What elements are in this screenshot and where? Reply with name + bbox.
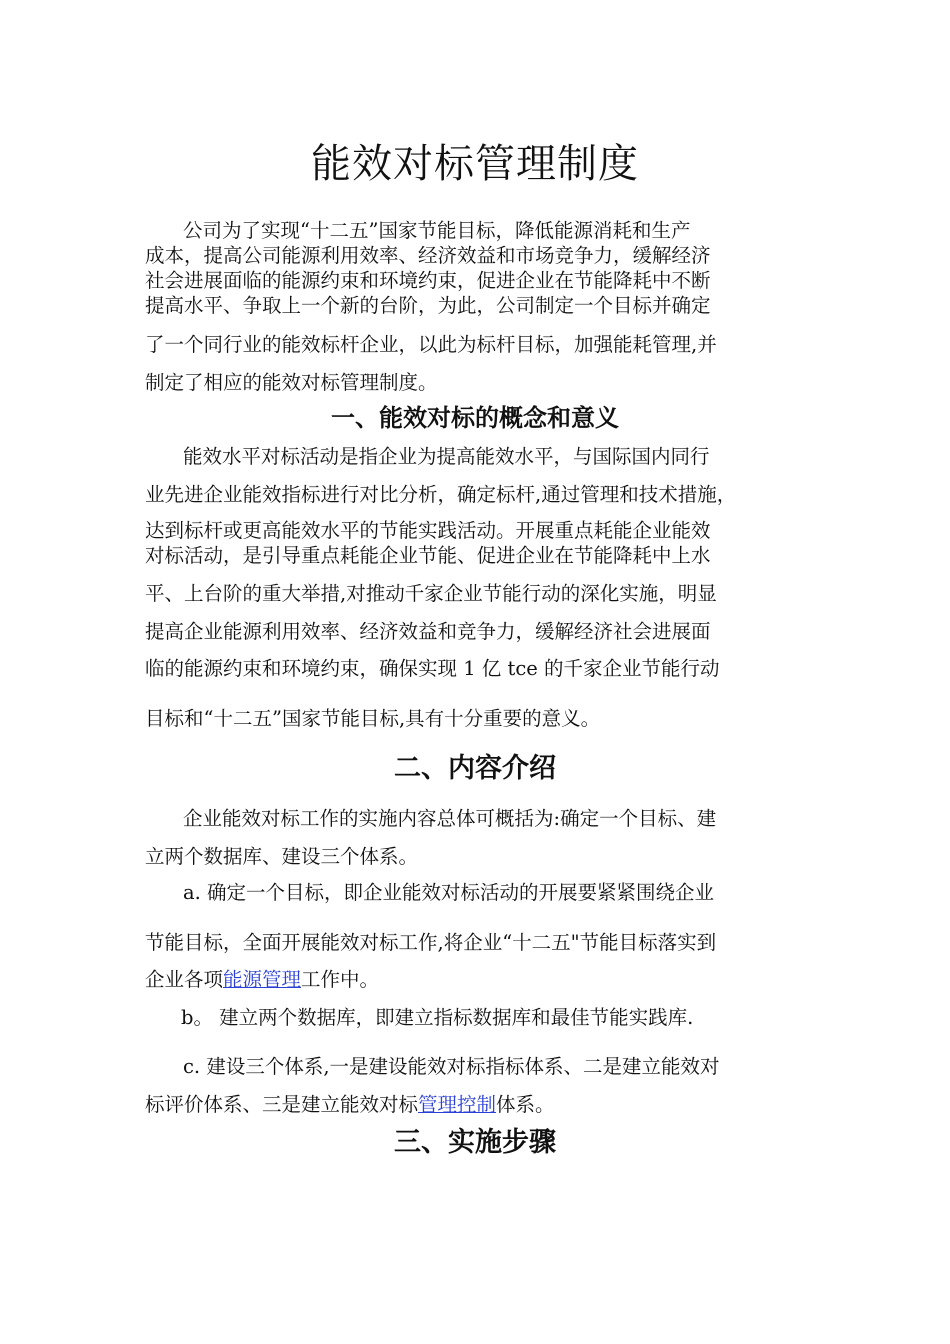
item-b-line: b。 建立两个数据库，即建立指标数据库和最佳节能实践库. (181, 1006, 694, 1029)
item-c-text: 体系。 (496, 1093, 555, 1116)
intro-line: 公司为了实现“十二五”国家节能目标，降低能源消耗和生产 (183, 219, 691, 242)
section-heading-steps: 三、实施步骤 (394, 1127, 556, 1158)
section1-line: 平、上台阶的重大举措,对推动千家企业节能行动的深化实施，明显 (145, 582, 717, 605)
section1-line: 临的能源约束和环境约束，确保实现 1 亿 tce 的千家企业节能行动 (145, 657, 720, 680)
management-control-link[interactable]: 管理控制 (418, 1093, 497, 1116)
section-heading-content: 二、内容介绍 (394, 753, 556, 784)
intro-line: 提高水平、争取上一个新的台阶，为此，公司制定一个目标并确定 (145, 294, 711, 317)
intro-line: 社会进展面临的能源约束和环境约束，促进企业在节能降耗中不断 (145, 269, 711, 292)
intro-line: 了一个同行业的能效标杆企业，以此为标杆目标，加强能耗管理,并 (145, 333, 717, 356)
section2-line: 企业能效对标工作的实施内容总体可概括为:确定一个目标、建 (183, 807, 717, 830)
item-a-line: 节能目标，全面开展能效对标工作,将企业“十二五"节能目标落实到 (145, 931, 717, 954)
section1-line: 业先进企业能效指标进行对比分析，确定标杆,通过管理和技术措施， (145, 483, 737, 506)
item-c-line: c. 建设三个体系,一是建设能效对标指标体系、二是建立能效对 (183, 1055, 720, 1078)
section1-line: 能效水平对标活动是指企业为提高能效水平，与国际国内同行 (183, 445, 710, 468)
energy-management-link[interactable]: 能源管理 (223, 968, 302, 991)
item-c-text: 标评价体系、三是建立能效对标 (145, 1093, 419, 1116)
section1-line: 对标活动，是引导重点耗能企业节能、促进企业在节能降耗中上水 (145, 544, 711, 567)
item-a-line: a. 确定一个目标，即企业能效对标活动的开展要紧紧围绕企业 (183, 881, 715, 904)
item-a-text: 工作中。 (301, 968, 380, 991)
intro-line: 制定了相应的能效对标管理制度。 (145, 371, 438, 394)
intro-line: 成本，提高公司能源利用效率、经济效益和市场竞争力，缓解经济 (145, 244, 711, 267)
page-title: 能效对标管理制度 (311, 141, 639, 187)
item-c-line (145, 1092, 555, 1118)
section-heading-concept: 一、能效对标的概念和意义 (331, 404, 619, 432)
section2-line: 立两个数据库、建设三个体系。 (145, 845, 419, 868)
section1-line: 目标和“十二五”国家节能目标,具有十分重要的意义。 (145, 707, 601, 730)
section1-line: 达到标杆或更高能效水平的节能实践活动。开展重点耗能企业能效 (145, 519, 711, 542)
section1-line: 提高企业能源利用效率、经济效益和竞争力，缓解经济社会进展面 (145, 620, 711, 643)
item-a-text: 企业各项 (145, 968, 224, 991)
item-a-line (145, 967, 379, 993)
